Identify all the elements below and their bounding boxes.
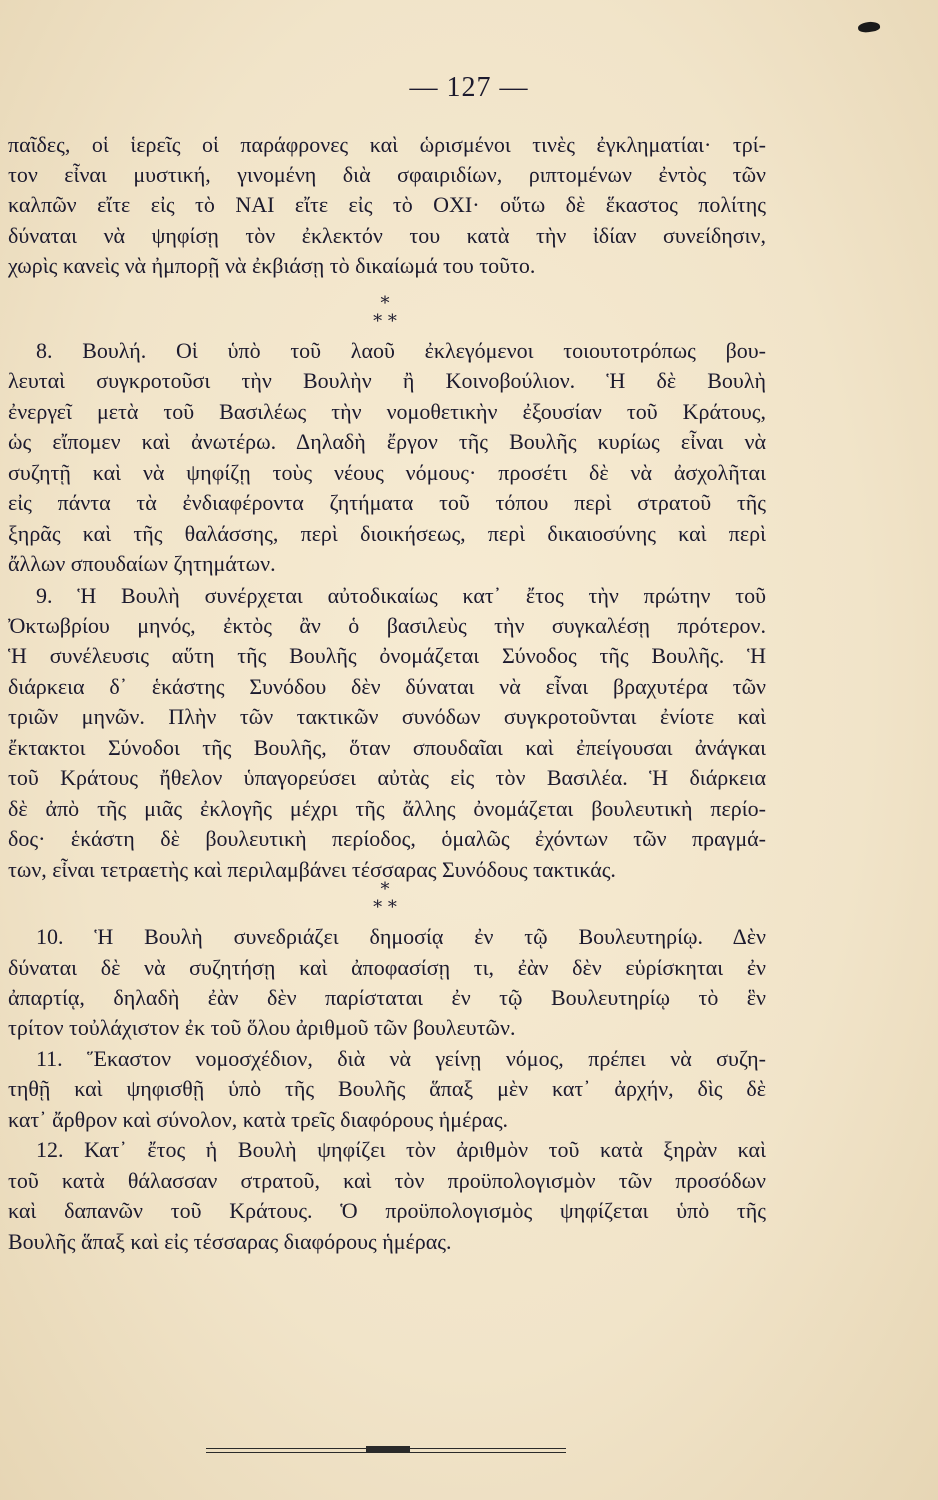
text-line: Ὀκτωβρίου μηνός, ἐκτὸς ἂν ὁ βασιλεὺς τὴν συγκαλέσῃ πρότερον. [8,613,766,638]
section-9-line: 9. Ἡ Βουλὴ συνέρχεται αὐτοδικαίως κατ᾽ ἔτος τὴν πρώτην τοῦ [36,583,766,608]
text-line: δὲ ἀπὸ τῆς μιᾶς ἐκλογῆς μέχρι τῆς ἄλλης ὀνομάζεται βουλευτικὴ περίο- [8,796,766,821]
text-line: Βουλῆς ἅπαξ καὶ εἰς τέσσαρας διαφόρους ἡμέρας. [8,1229,452,1254]
text-line: καλπῶν εἴτε εἰς τὸ ΝΑΙ εἴτε εἰς τὸ ΟΧΙ· οὕτω δὲ ἕκαστος πολίτης [8,192,766,217]
text-line: των, εἶναι τετραετὴς καὶ περιλαμβάνει τέσσαρας Συνόδους τακτικάς. [8,857,616,882]
section-separator-star: * [380,293,390,314]
text-line: συζητῇ καὶ νὰ ψηφίζῃ τοὺς νέους νόμους· προσέτι δὲ νὰ ἀσχολῆται [8,460,766,485]
text-line: δύναται νὰ ψηφίσῃ τὸν ἐκλεκτόν του κατὰ τὴν ἰδίαν συνείδησιν, [8,223,766,248]
text-line: ἐνεργεῖ μετὰ τοῦ Βασιλέως τὴν νομοθετικὴν ἐξουσίαν τοῦ Κράτους, [8,399,766,424]
text-line: τηθῇ καὶ ψηφισθῇ ὑπὸ τῆς Βουλῆς ἅπαξ μὲν κατ᾽ ἀρχήν, δὶς δὲ [8,1076,766,1101]
section-separator-stars: * * [373,897,397,918]
text-line: διάρκεια δ᾽ ἑκάστης Συνόδου δὲν δύναται νὰ εἶναι βραχυτέρα τῶν [8,674,766,699]
text-line: ὡς εἴπομεν καὶ ἀνωτέρω. Δηλαδὴ ἔργον τῆς Βουλῆς κυρίως εἶναι νὰ [8,429,766,454]
text-line: τριῶν μηνῶν. Πλὴν τῶν τακτικῶν συνόδων συγκροτοῦνται ἐνίοτε καὶ [8,704,766,729]
text-line: δος· ἑκάστη δὲ βουλευτικὴ περίοδος, ὁμαλῶς ἐχόντων τῶν πραγμά- [8,826,766,851]
text-line: τοῦ Κράτους ἤθελον ὑπαγορεύσει αὐτὰς εἰς τὸν Βασιλέα. Ἡ διάρκεια [8,765,766,790]
section-separator-star: * [380,879,390,900]
text-line: ἀπαρτίᾳ, δηλαδὴ ἐὰν δὲν παρίσταται ἐν τῷ Βουλευτηρίῳ τὸ ἓν [8,985,766,1010]
text-line: δύναται δὲ νὰ συζητήσῃ καὶ ἀποφασίσῃ τι, ἐὰν δὲν εὑρίσκηται ἐν [8,955,766,980]
section-12-line: 12. Κατ᾽ ἔτος ἡ Βουλὴ ψηφίζει τὸν ἀριθμὸν τοῦ κατὰ ξηρὰν καὶ [36,1137,766,1162]
text-line: παῖδες, οἱ ἱερεῖς οἱ παράφρονες καὶ ὡρισμένοι τινὲς ἐγκληματίαι· τρί- [8,132,766,157]
text-line: τοῦ κατὰ θάλασσαν στρατοῦ, καὶ τὸν προϋπολογισμὸν τῶν προσόδων [8,1168,766,1193]
text-line: καὶ δαπανῶν τοῦ Κράτους. Ὁ προϋπολογισμὸς ψηφίζεται ὑπὸ τῆς [8,1198,766,1223]
section-11-line: 11. Ἕκαστον νομοσχέδιον, διὰ νὰ γείνῃ νόμος, πρέπει νὰ συζη- [36,1046,766,1071]
text-line: τον εἶναι μυστική, γινομένη διὰ σφαιριδίων, ριπτομένων ἐντὸς τῶν [8,162,766,187]
text-line: εἰς πάντα τὰ ἐνδιαφέροντα ζητήματα τοῦ τόπου περὶ στρατοῦ τῆς [8,490,766,515]
text-line: λευταὶ συγκροτοῦσι τὴν Βουλὴν ἢ Κοινοβούλιον. Ἡ δὲ Βουλὴ [8,368,766,393]
text-line: Ἡ συνέλευσις αὕτη τῆς Βουλῆς ὀνομάζεται Σύνοδος τῆς Βουλῆς. Ἡ [8,643,766,668]
page-number: — 127 — [409,72,529,103]
section-separator-stars: * * [373,311,397,332]
section-8-heading-line: 8. Βουλή. Οἱ ὑπὸ τοῦ λαοῦ ἐκλεγόμενοι τοιουτοτρόπως βου- [36,338,766,363]
section-10-line: 10. Ἡ Βουλὴ συνεδριάζει δημοσίᾳ ἐν τῷ Βουλευτηρίῳ. Δὲν [36,924,766,949]
text-line: κατ᾽ ἄρθρον καὶ σύνολον, κατὰ τρεῖς διαφόρους ἡμέρας. [8,1107,509,1132]
text-line: ἄλλων σπουδαίων ζητημάτων. [8,551,276,576]
end-rule-ornament [366,1446,410,1452]
text-line: ἔκτακτοι Σύνοδοι τῆς Βουλῆς, ὅταν σπουδαῖαι καὶ ἐπείγουσαι ἀνάγκαι [8,735,766,760]
text-line: χωρὶς κανεὶς νὰ ἠμπορῇ νὰ ἐκβιάσῃ τὸ δικαίωμά του τοῦτο. [8,253,536,278]
text-line: ξηρᾶς καὶ τῆς θαλάσσης, περὶ διοικήσεως, περὶ δικαιοσύνης καὶ περὶ [8,521,766,546]
text-line: τρίτον τοὐλάχιστον ἐκ τοῦ ὅλου ἀριθμοῦ τῶν βουλευτῶν. [8,1015,516,1040]
